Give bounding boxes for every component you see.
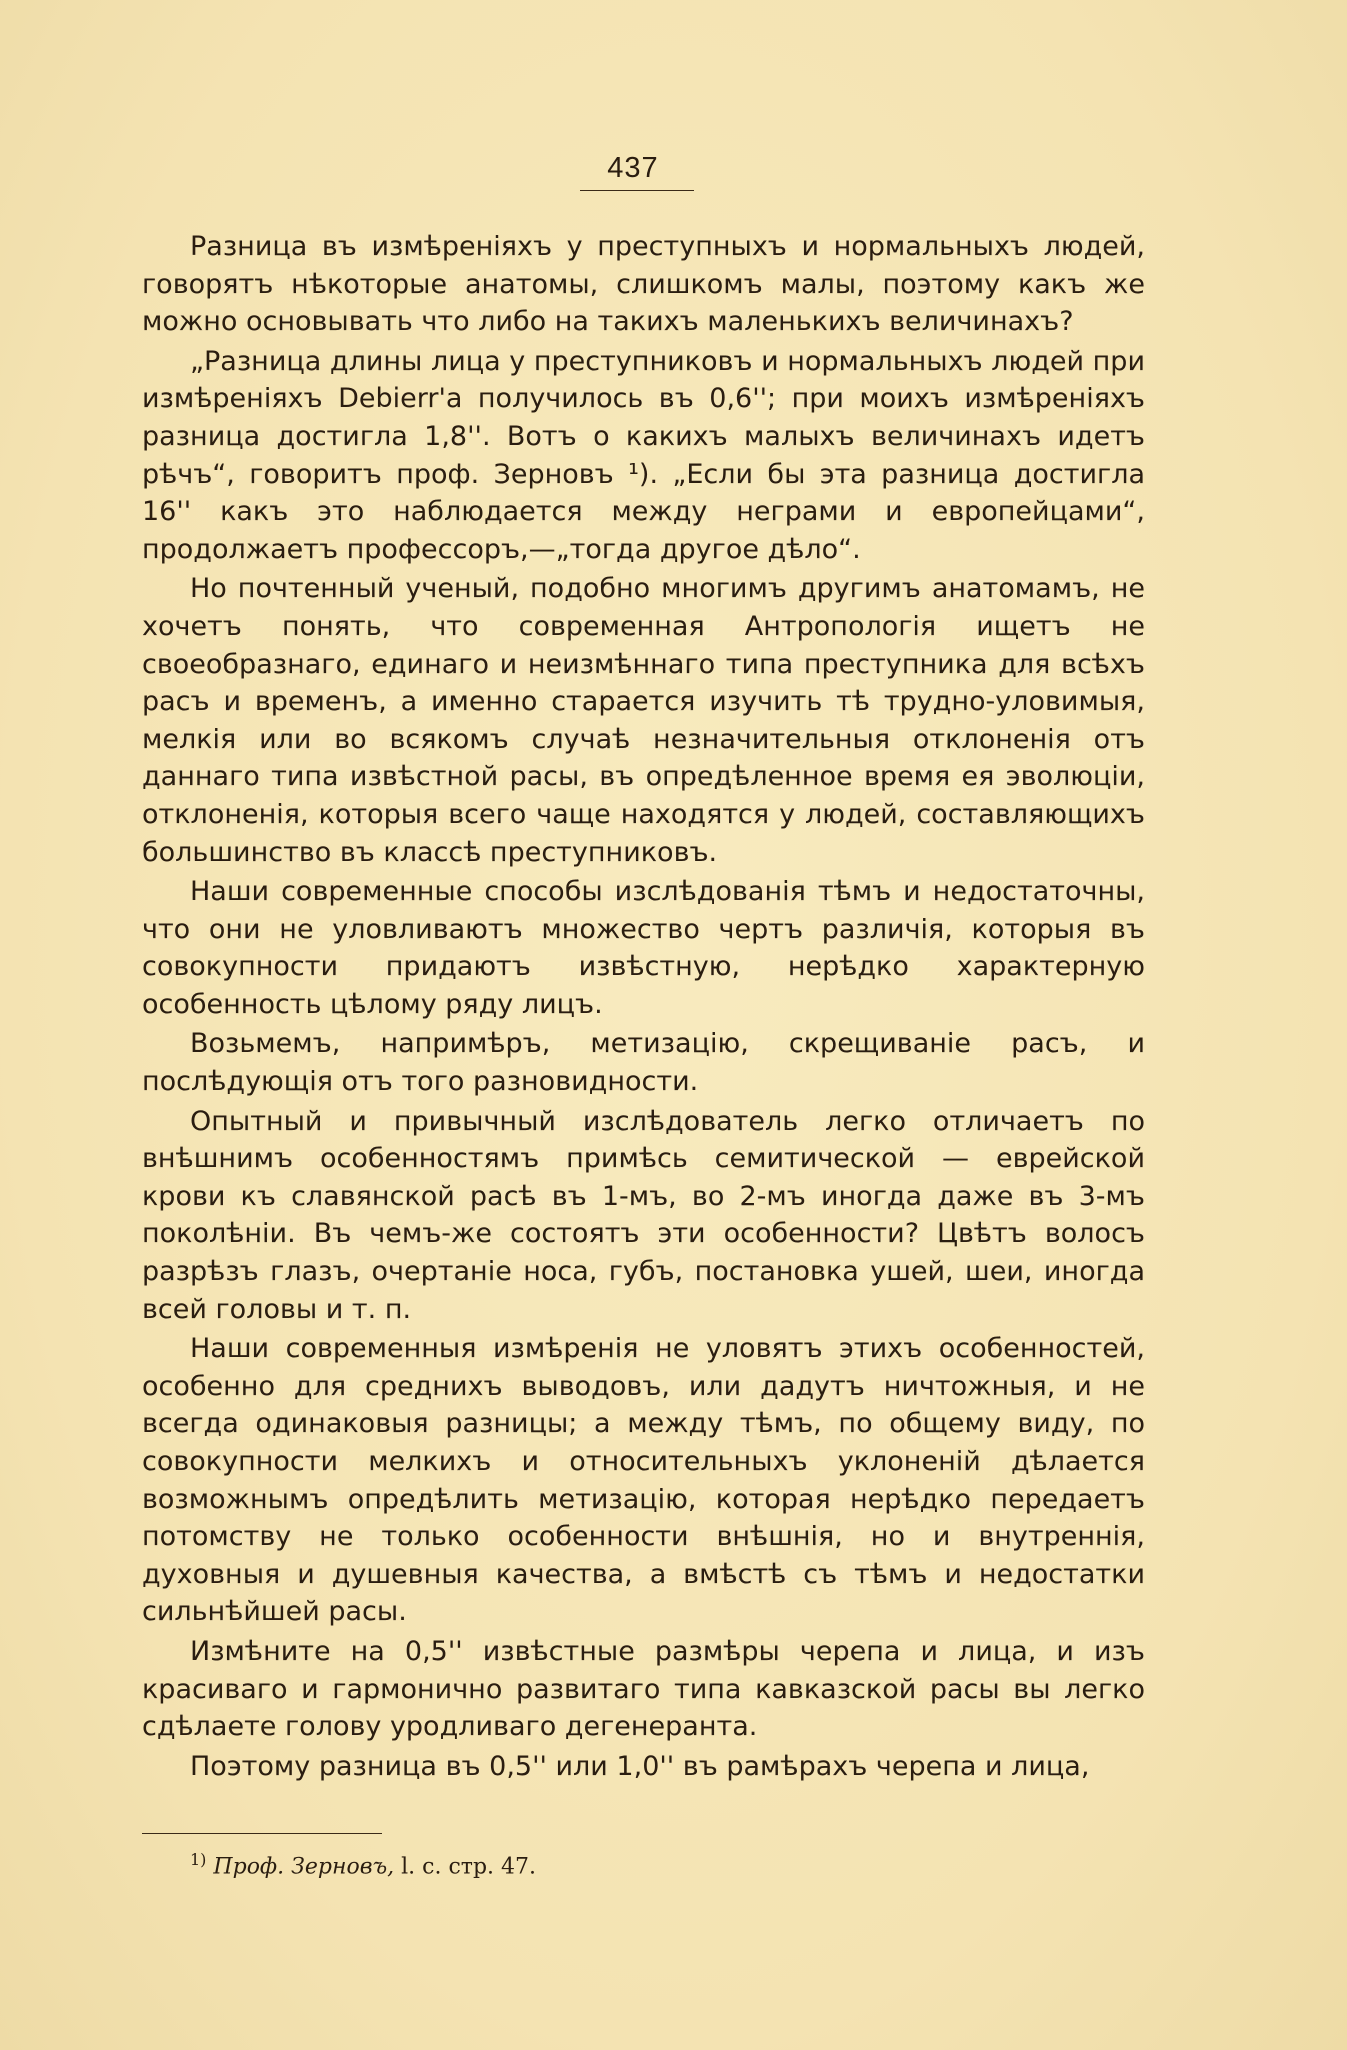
page-number: 437 (607, 152, 659, 184)
paragraph: Разница въ измѣреніяхъ у преступныхъ и нормальныхъ людей, говорятъ нѣкоторые анатомы, слишкомъ малы, поэтому какъ же можно основывать что либо на такихъ маленькихъ величинахъ? (142, 231, 1145, 338)
paragraph: Наши современныя измѣренія не уловятъ этихъ особенностей, особенно для среднихъ выводовъ, или дадутъ ничтожныя, и не всегда одинаковыя разницы; а между тѣмъ, по общему виду, по совокупности мелкихъ и относительныхъ уклоненій дѣлается возможнымъ опредѣлить метизацію, которая нерѣдко передаетъ потомству не только особенности внѣшнія, но и внутреннія, духовныя и душевныя качества, а вмѣстѣ съ тѣмъ и недостатки сильнѣйшей расы. (142, 1333, 1145, 1628)
paragraph: Возьмемъ, напримѣръ, метизацію, скрещиваніе расъ, и послѣдующія отъ того разновидности. (142, 1028, 1145, 1098)
paragraph: „Разница длины лица у преступниковъ и нормальныхъ людей при измѣреніяхъ Debierr'a получилось въ 0,6''; при моихъ измѣреніяхъ разница достигла 1,8''. Вотъ о какихъ малыхъ величинахъ идетъ рѣчъ“, говоритъ проф. Зерновъ ¹). „Если бы эта разница достигла 16'' какъ это наблюдается между неграми и европейцами“, продолжаетъ профессоръ,—„тогда другое дѣло“. (142, 345, 1145, 565)
body-text (142, 228, 1145, 1787)
paragraph: Наши современные способы изслѣдованія тѣмъ и недостаточны, что они не уловливаютъ множество чертъ различія, которыя въ совокупности придаютъ извѣстную, нерѣдко характерную особенность цѣлому ряду лицъ. (142, 876, 1145, 1020)
footnote-author: Проф. Зерновъ, (213, 1854, 395, 1880)
footnote (190, 1845, 1090, 1882)
footnote-rule (142, 1833, 382, 1834)
footnote-reference: l. c. стр. 47. (394, 1854, 537, 1880)
paragraph: Измѣните на 0,5'' извѣстные размѣры черепа и лица, и изъ красиваго и гармонично развитаго типа кавказской расы вы легко сдѣлаете голову уродливаго дегенеранта. (142, 1635, 1145, 1743)
page-number-rule (580, 190, 694, 191)
paragraph: Поэтому разница въ 0,5'' или 1,0'' въ рамѣрахъ черепа и лица, (190, 1750, 1090, 1782)
paragraph: Но почтенный ученый, подобно многимъ другимъ анатомамъ, не хочетъ понять, что современная Антропологія ищетъ не своеобразнаго, единаго и неизмѣннаго типа преступника для всѣхъ расъ и временъ, а именно старается изучить тѣ трудно-уловимыя, мелкія или во всякомъ случаѣ незначительныя отклоненія отъ даннаго типа извѣстной расы, въ опредѣленное время ея эволюціи, отклоненія, которыя всего чаще находятся у людей, составляющихъ большинство въ классѣ преступниковъ. (142, 573, 1145, 868)
paragraph: Опытный и привычный изслѣдователь легко отличаетъ по внѣшнимъ особенностямъ примѣсь семитической — еврейской крови къ славянской расѣ въ 1-мъ, во 2-мъ иногда даже въ 3-мъ поколѣніи. Въ чемъ-же состоятъ эти особенности? Цвѣтъ волосъ разрѣзъ глазъ, очертаніе носа, губъ, постановка ушей, шеи, иногда всей головы и т. п. (142, 1105, 1145, 1325)
footnote-marker: 1) (190, 1850, 207, 1869)
